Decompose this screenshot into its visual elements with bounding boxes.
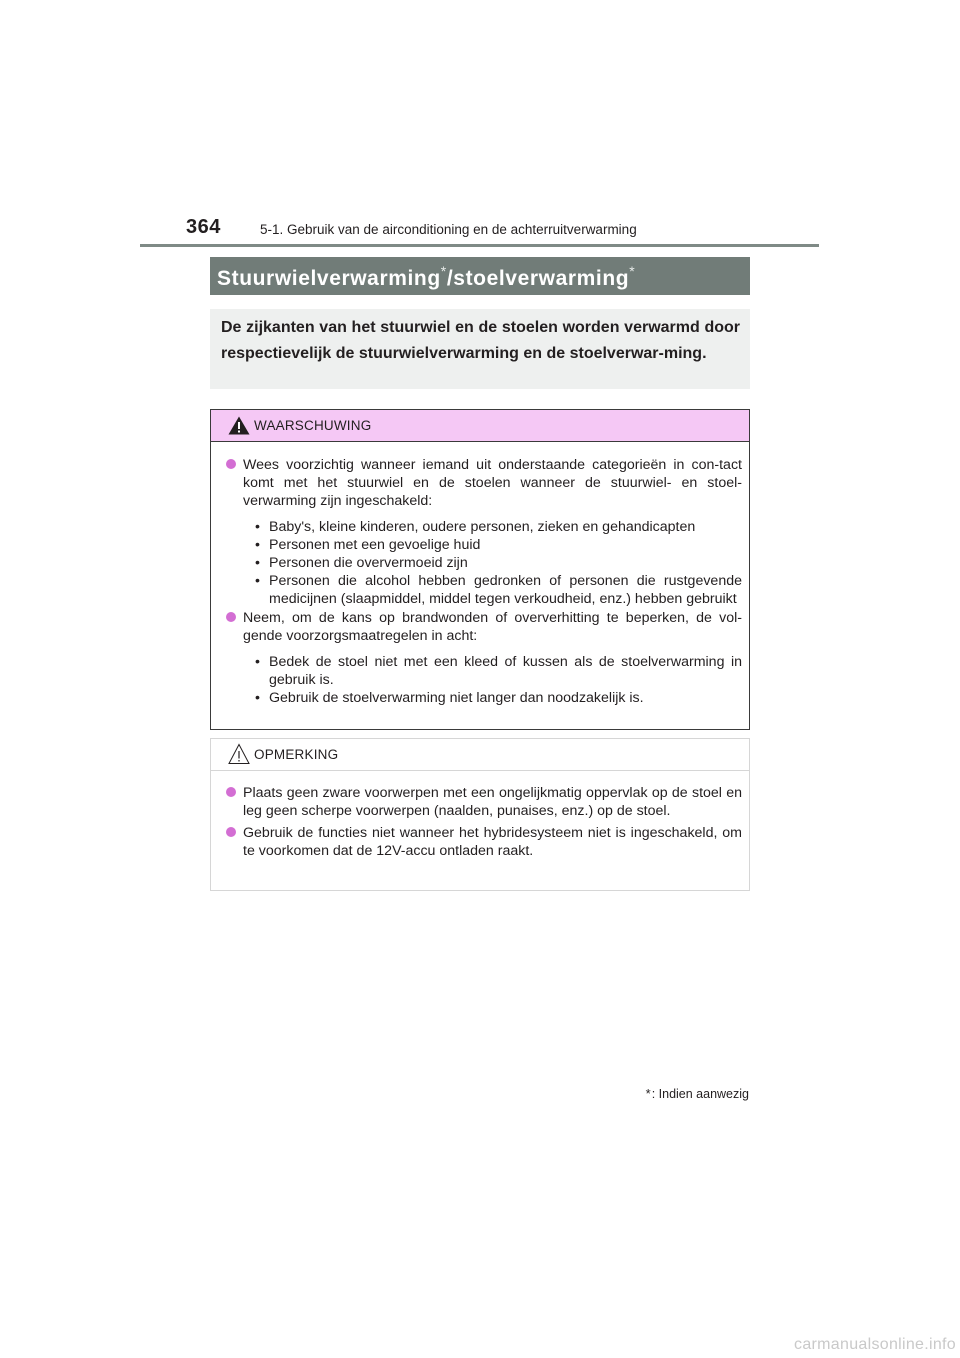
footnote <box>646 1086 749 1101</box>
bullet-dot-icon <box>226 827 236 837</box>
sub-list-item: • Baby's, kleine kinderen, oudere personen, zieken en gehandicapten <box>255 519 696 535</box>
sub-list-item: • Bedek de stoel niet met een kleed of kussen als de stoelverwarming in gebruik is. <box>255 654 742 688</box>
sub-list-item: • Personen met een gevoelige huid <box>255 537 481 553</box>
asterisk-mark: * <box>440 263 447 279</box>
sub-list-item: • Personen die alcohol hebben gedronken of personen die rustgevende medicijnen (slaapmiddel, middel tegen verkoudheid, enz.) hebben gebruikt <box>255 573 742 607</box>
warning-item-text: Neem, om de kans op brandwonden of oververhitting te beperken, de vol-gende voorzorgsmaatregelen in acht: <box>243 610 742 644</box>
footnote-text: : Indien aanwezig <box>651 1087 749 1101</box>
sub-list-item: • Personen die oververmoeid zijn <box>255 555 468 571</box>
note-box <box>210 738 750 891</box>
sub-list <box>243 518 742 608</box>
warning-triangle-filled-icon <box>228 416 250 435</box>
chapter-title: 5-1. Gebruik van de airconditioning en de achterruitverwarming <box>260 222 637 237</box>
asterisk-mark: * <box>645 1086 651 1101</box>
section-title-part1: Stuurwielverwarming <box>217 267 441 290</box>
list-item <box>211 824 749 860</box>
asterisk-mark: * <box>629 263 636 279</box>
watermark: carmanualsonline.info <box>794 1336 956 1353</box>
sub-list-item: • Gebruik de stoelverwarming niet langer dan noodzakelijk is. <box>255 690 644 706</box>
list-item <box>211 456 749 608</box>
section-title-bar <box>210 257 750 295</box>
bullet-dot-icon <box>226 459 236 469</box>
note-item-text: Plaats geen zware voorwerpen met een ongelijkmatig oppervlak op de stoel en leg geen scherpe voorwerpen (naalden, punaises, enz.) op de stoel. <box>243 785 742 819</box>
list-item <box>211 609 749 707</box>
note-label: OPMERKING <box>254 747 339 762</box>
warning-body <box>211 442 749 707</box>
note-header <box>211 739 749 771</box>
intro-box <box>210 309 750 389</box>
note-body <box>211 771 749 860</box>
sub-list <box>243 653 742 707</box>
header-rule <box>140 244 819 247</box>
intro-text: De zijkanten van het stuurwiel en de stoelen worden verwarmd door respectievelijk de stuurwielverwarming en de stoelverwar-ming. <box>221 319 740 362</box>
bullet-dot-icon <box>226 612 236 622</box>
section-title-separator: / <box>446 267 454 290</box>
warning-label: WAARSCHUWING <box>254 418 372 433</box>
page-number: 364 <box>186 216 221 238</box>
warning-header <box>211 410 749 442</box>
bullet-dot-icon <box>226 787 236 797</box>
section-title-part2: stoelverwarming <box>453 267 630 290</box>
list-item <box>211 784 749 820</box>
warning-box <box>210 409 750 730</box>
warning-item-text: Wees voorzichtig wanneer iemand uit onderstaande categorieën in con-tact komt met het stuurwiel en de stoelen wanneer de stuurwiel- en stoel-verwarming zijn ingeschakeld: <box>243 457 742 509</box>
note-item-text: Gebruik de functies niet wanneer het hybridesysteem niet is ingeschakeld, om te voorkomen dat de 12V-accu ontladen raakt. <box>243 825 742 859</box>
warning-triangle-outline-icon <box>228 743 250 765</box>
